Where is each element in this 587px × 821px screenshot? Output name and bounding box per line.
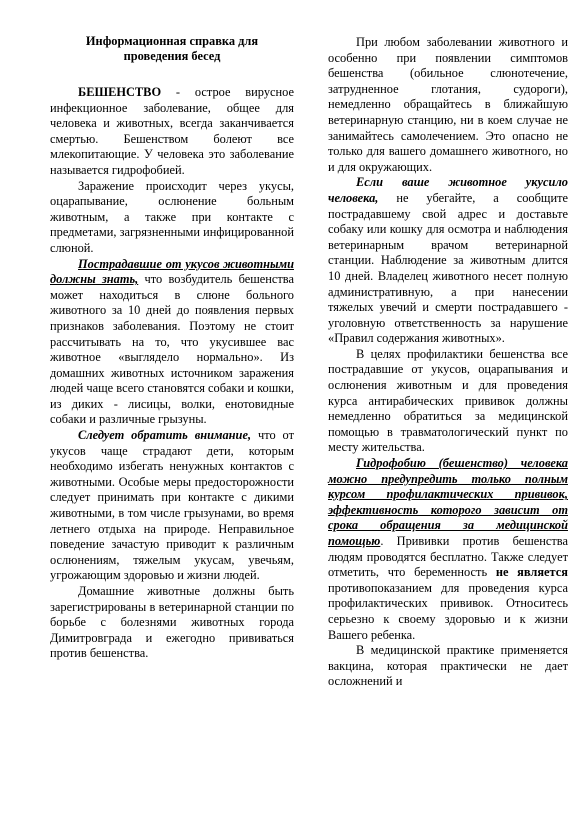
rabies-definition-text: - острое вирусное инфекционное заболевание, общее для человека и животных, всегда заканчивается смертью. Бешенством болеют все млекопитающие. У человека это заболевание называется гидрофобией. bbox=[50, 85, 294, 177]
paragraph-attention bbox=[50, 428, 294, 584]
vaccination-text-a: . Прививки против бешенства людям проводятся бесплатно. Также следует отметить, что беременность bbox=[328, 534, 568, 580]
animal-bit-emphasis: Если ваше животное укусило человека, bbox=[328, 175, 568, 205]
paragraph-animal-bit bbox=[328, 175, 568, 347]
title-line-2: проведения бесед bbox=[123, 49, 221, 63]
vaccination-text-b: противопоказанием для проведения курса профилактических прививок. Относитесь серьезно к своему здоровью и к жизни Вашего ребенка. bbox=[328, 580, 568, 642]
paragraph-prevention: В целях профилактики бешенства все пострадавшие от укусов, оцарапывания и ослюнения животным и для проведения курса антирабических прививок должны немедленно обратиться за медицинской помощью в травматологический пункт по месту жительства. bbox=[328, 346, 568, 455]
paragraph-infection: Заражение происходит через укусы, оцарапывание, ослюнение больным животным, а также при контакте с предметами, загрязненными инфицированной слюной. bbox=[50, 178, 294, 255]
paragraph-rabies-definition bbox=[50, 85, 294, 179]
rabies-term: БЕШЕНСТВО bbox=[78, 85, 162, 99]
victims-emphasis: Пострадавшие от укусов животными должны знать, bbox=[50, 256, 294, 287]
attention-text: что от укусов чаще страдают дети, которым необходимо избегать ненужных контактов с животными. Особые меры предосторожности следует принимать при контакте с дикими животными, в том числе грызунами, во время летнего отдыха на природе. Неправильное поведение зачастую приводит к различным ослюнениям, тяжелым укусам, увечьям, угрожающим здоровью и жизни людей. bbox=[50, 428, 294, 583]
paragraph-victims bbox=[50, 257, 294, 429]
paragraph-vaccine: В медицинской практике применяется вакцина, которая практически не дает осложнений и bbox=[328, 643, 568, 689]
paragraph-symptoms: При любом заболевании животного и особенно при появлении симптомов бешенства (обильное слюнотечение, затрудненное глотания, судороги), немедленно обращайтесь в ближайшую ветеринарную станцию, ни в коем случае не занимайтесь самолечением. Это опасно не только для вашего домашнего животного, но и для окружающих. bbox=[328, 35, 568, 174]
paragraph-vaccination bbox=[328, 456, 568, 643]
vaccination-emphasis: Гидрофобию (бешенство) человека можно предупредить только полным курсом профилактических прививок, эффективность которого зависит от срока обращения за медицинской помощью bbox=[328, 456, 568, 548]
paragraph-pets-registration: Домашние животные должны быть зарегистрированы в ветеринарной станции по борьбе с болезнями животных города Димитровграда и ежегодно прививаться против бешенства. bbox=[50, 584, 294, 661]
not-contraindication: не является bbox=[495, 565, 568, 580]
right-column bbox=[328, 35, 568, 690]
victims-text: что возбудитель бешенства может находиться в слюне больного животного за 10 дней до появления первых признаков заболевания. Поэтому не стоит рассчитывать на то, что укусившее вас животное «выглядело нормально». Из домашних животных источником заражения людей чаще всего становятся собаки и кошки, из диких - лисицы, волки, енотовидные собаки и различные грызуны. bbox=[50, 272, 294, 427]
title-line-1: Информационная справка для bbox=[85, 34, 259, 48]
document-title bbox=[50, 34, 294, 64]
left-column bbox=[50, 34, 294, 662]
attention-emphasis: Следует обратить внимание, bbox=[78, 428, 252, 443]
animal-bit-text: не убегайте, а сообщите пострадавшему свой адрес и доставьте собаку или кошку для осмотра и наблюдения ветеринарным врачом ветеринарной станции. Наблюдение за животным длится 10 дней. Владелец животного несет полную административную, а при нанесении тяжелых увечий и смерти пострадавшего - уголовную ответственность за нарушение «Правил содержания животных». bbox=[328, 190, 568, 346]
